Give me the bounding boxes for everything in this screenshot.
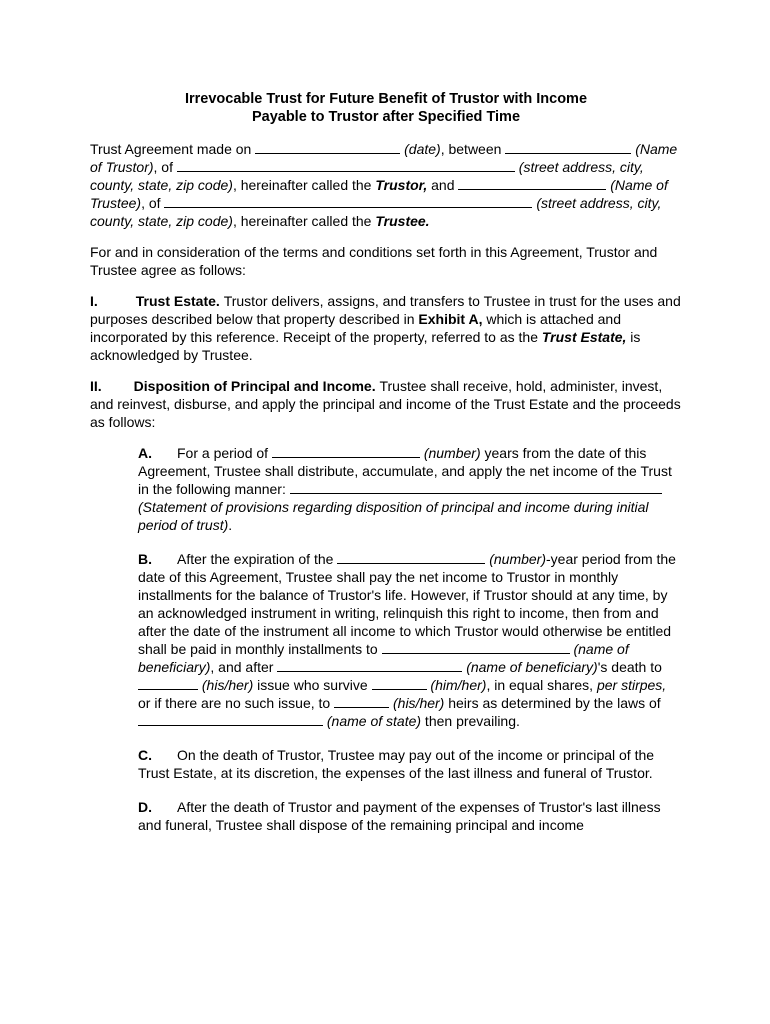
fill-in-blank[interactable] [290,483,662,494]
text-run: heirs as determined by the laws of [444,695,661,711]
subsection-b-after-expiration [138,550,682,730]
text-run: (him/her) [426,677,487,693]
fill-in-blank[interactable] [372,679,427,690]
fill-in-blank[interactable] [164,197,532,208]
text-run: C. [138,747,152,763]
text-run: (street address, city, county, state, zip code) [90,195,662,229]
text-run: Trustee. [375,213,430,229]
text-run: (name of state) [323,713,422,729]
text-run: Disposition of Principal and Income. [133,378,380,394]
text-run: II. [90,378,102,394]
text-run: (name of beneficiary) [138,641,629,675]
section-i-trust-estate [90,292,682,364]
fill-in-blank[interactable] [255,143,400,154]
text-run: D. [138,799,152,815]
fill-in-blank[interactable] [177,161,515,172]
text-run: (name of beneficiary) [462,659,598,675]
subsection-c-death-of-trustor [138,746,682,782]
text-run: Trust Estate, [541,329,627,345]
section-ii-disposition [90,377,682,431]
fill-in-blank[interactable] [337,553,485,564]
text-run: Trustee shall receive, hold, administer, invest, and reinvest, disburse, and apply the principal and income of the Trust Estate and the proceeds as follows: [90,378,681,430]
text-run: A. [138,445,152,461]
subsection-d-after-death [138,798,682,834]
text-run: For a period of [177,445,272,461]
text-run: , in equal shares, [486,677,597,693]
title-line-1: Irrevocable Trust for Future Benefit of Trustor with Income [184,91,588,107]
subsection-a-period-of-years [138,444,682,534]
text-run: or if there are no such issue, to [138,695,335,711]
text-run: , hereinafter called the [232,213,376,229]
text-run: Trust Estate. [135,293,224,309]
document-title [90,90,682,126]
text-run: , of [141,195,165,211]
fill-in-blank[interactable] [138,715,323,726]
text-run: which is attached and incorporated by this reference. Receipt of the property, referred to as the [90,311,621,345]
fill-in-blank[interactable] [505,143,631,154]
text-run: , and after [210,659,278,675]
text-run: years from the date of this Agreement, Trustee shall distribute, accumulate, and apply the net income of the Trust in the following manner: [138,445,672,497]
text-run: (street address, city, county, state, zip code) [90,159,644,193]
text-run: (his/her) [389,695,445,711]
fill-in-blank[interactable] [382,643,570,654]
text-run: I. [90,293,98,309]
text-run: (Name of Trustee) [90,177,668,211]
text-run: (date) [400,141,441,157]
text-run: Trust Agreement made on [90,141,256,157]
text-run: , hereinafter called the [232,177,376,193]
text-run: B. [138,551,152,567]
text-run: Trustor, [375,177,428,193]
paragraph-trust-agreement-intro [90,140,682,230]
text-run: On the death of Trustor, Trustee may pay out of the income or principal of the Trust Estate, at its discretion, the expenses of the last illness and funeral of Trustor. [138,747,655,781]
text-run: . [228,517,233,533]
text-run: (Statement of provisions regarding disposition of principal and income during initial period of trust) [138,499,649,533]
text-run: , between [440,141,506,157]
fill-in-blank[interactable] [277,661,462,672]
text-run: 's death to [597,659,662,675]
text-run: (Name of Trustor) [90,141,678,175]
text-run: is acknowledged by Trustee. [90,329,641,363]
text-run: After the expiration of the [177,551,338,567]
fill-in-blank[interactable] [334,697,389,708]
text-run: (number) [419,445,481,461]
title-line-2: Payable to Trustor after Specified Time [251,109,521,125]
paragraph-consideration [90,243,682,279]
fill-in-blank[interactable] [272,447,420,458]
text-run: issue who survive [253,677,372,693]
fill-in-blank[interactable] [138,679,198,690]
text-run: per stirpes, [596,677,667,693]
fill-in-blank[interactable] [458,179,606,190]
text-run: -year period from the date of this Agreement, Trustee shall pay the net income to Trustor in monthly installments for the balance of Trustor's life. However, if Trustor should at any time, by an acknowledged instrument in writing, relinquish this right to income, then from and after the date of the instrument all income to which Trustor would otherwise be entitled shall be paid in monthly installments to [138,551,676,657]
text-run: For and in consideration of the terms and conditions set forth in this Agreement, Trustor and Trustee agree as follows: [90,244,658,278]
text-run: and [427,177,459,193]
text-run: , of [153,159,177,175]
text-run: (his/her) [201,677,254,693]
text-run: then prevailing. [421,713,520,729]
text-run: (number) [485,551,547,567]
text-run: Trustor delivers, assigns, and transfers to Trustee in trust for the uses and purposes described below that property described in [90,293,681,327]
text-run: Exhibit A, [418,311,483,327]
text-run: After the death of Trustor and payment of the expenses of Trustor's last illness and funeral, Trustee shall dispose of the remaining principal and income [138,799,661,833]
